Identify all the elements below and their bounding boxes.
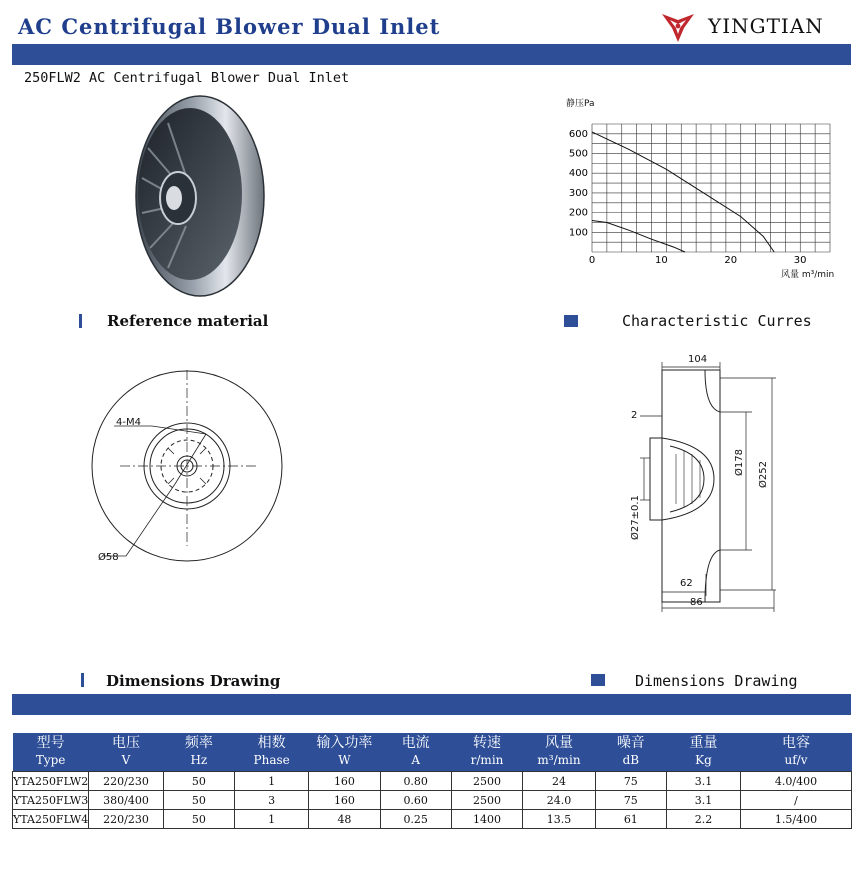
header-label-en: uf/v xyxy=(784,753,808,767)
table-cell: 24 xyxy=(523,772,596,791)
table-header-cell xyxy=(13,733,89,772)
table-cell: 220/230 xyxy=(89,810,164,829)
table-cell: 2500 xyxy=(451,791,522,810)
table-cell: 380/400 xyxy=(89,791,164,810)
chart-ylabel: 静压Pa xyxy=(566,99,595,109)
series-line-1 xyxy=(592,132,774,252)
table-cell: / xyxy=(741,791,852,810)
table-row xyxy=(13,772,852,791)
dim-104-label: 104 xyxy=(688,354,708,365)
table-cell: 4.0/400 xyxy=(741,772,852,791)
table-header-row xyxy=(13,733,852,772)
header-label-zh: 电容 xyxy=(782,735,810,751)
table-cell: 2.2 xyxy=(666,810,740,829)
header-label-zh: 输入功率 xyxy=(316,735,373,751)
y-tick-label: 600 xyxy=(568,128,588,140)
table-cell: 48 xyxy=(309,810,380,829)
table-header-cell xyxy=(666,733,740,772)
header-label-en: Kg xyxy=(695,753,712,767)
table-cell: 75 xyxy=(595,791,666,810)
header-label-zh: 风量 xyxy=(544,735,573,751)
header-label-en: Type xyxy=(35,753,66,767)
header-label-zh: 电流 xyxy=(401,735,430,751)
y-tick-label: 200 xyxy=(568,207,588,219)
header-label-zh: 型号 xyxy=(36,735,65,751)
table-cell: 50 xyxy=(163,772,234,791)
header-label-en: Hz xyxy=(190,753,208,767)
header-label-zh: 频率 xyxy=(184,735,213,751)
table-cell: 0.80 xyxy=(380,772,451,791)
header-label-en: r/min xyxy=(470,753,504,767)
chart-ticks xyxy=(569,129,807,266)
page-title: AC Centrifugal Blower Dual Inlet xyxy=(18,14,441,39)
section-marker xyxy=(564,315,578,327)
header-label-zh: 相数 xyxy=(257,735,286,751)
header-label-en: m³/min xyxy=(537,753,581,767)
front-view-drawing xyxy=(80,360,300,580)
table-cell: 1.5/400 xyxy=(741,810,852,829)
table-header-cell xyxy=(595,733,666,772)
table-cell: 3.1 xyxy=(666,791,740,810)
brand-name: YINGTIAN xyxy=(708,14,824,38)
y-tick-label: 100 xyxy=(568,227,588,239)
y-tick-label: 400 xyxy=(568,168,588,180)
dim-gap-label: 2 xyxy=(631,410,638,421)
header-label-en: dB xyxy=(622,753,640,767)
table-row xyxy=(13,810,852,829)
table-cell: YTA250FLW2 xyxy=(13,772,89,791)
bolt-label: 4-M4 xyxy=(116,417,141,428)
dim-d27-label: Ø27±0.1 xyxy=(630,495,641,540)
section-marker xyxy=(81,673,84,687)
y-tick-label: 300 xyxy=(568,187,588,199)
table-header-cell xyxy=(380,733,451,772)
product-subtitle: 250FLW2 AC Centrifugal Blower Dual Inlet xyxy=(24,70,350,86)
table-row xyxy=(13,791,852,810)
y-tick-label: 500 xyxy=(568,148,588,160)
x-tick-label: 20 xyxy=(724,255,738,266)
table-header-cell xyxy=(234,733,308,772)
hub-diameter-label: Ø58 xyxy=(98,552,119,563)
table-cell: 75 xyxy=(595,772,666,791)
table-cell: YTA250FLW3 xyxy=(13,791,89,810)
table-cell: 2500 xyxy=(451,772,522,791)
header-label-zh: 噪音 xyxy=(616,735,645,751)
header-label-zh: 转速 xyxy=(473,735,502,751)
header-label-en: V xyxy=(121,753,131,767)
table-cell: 3 xyxy=(234,791,308,810)
table-cell: 61 xyxy=(595,810,666,829)
header-label-en: W xyxy=(338,753,351,767)
section-characteristic-curves: Characteristic Curres xyxy=(622,312,812,330)
table-cell: 24.0 xyxy=(523,791,596,810)
x-tick-label: 0 xyxy=(588,255,596,266)
x-tick-label: 30 xyxy=(793,255,807,266)
dim-62-label: 62 xyxy=(680,578,693,589)
performance-curve-chart xyxy=(560,112,850,272)
yingtian-logo-icon xyxy=(660,10,696,44)
header-label-zh: 电压 xyxy=(112,735,141,751)
header-label-zh: 重量 xyxy=(689,735,718,751)
table-header-cell xyxy=(163,733,234,772)
dim-d178-label: Ø178 xyxy=(734,449,745,476)
table-cell: 1 xyxy=(234,810,308,829)
table-cell: 3.1 xyxy=(666,772,740,791)
chart-grid xyxy=(592,124,830,252)
section-dimensions-drawing-right: Dimensions Drawing xyxy=(635,672,798,690)
table-header-cell xyxy=(741,733,852,772)
dim-86-label: 86 xyxy=(690,597,703,608)
table-body xyxy=(13,772,852,829)
table-cell: 1 xyxy=(234,772,308,791)
section-marker xyxy=(591,674,605,686)
section-marker xyxy=(79,314,82,328)
table-header-cell xyxy=(89,733,164,772)
table-header-cell xyxy=(523,733,596,772)
table-cell: 50 xyxy=(163,791,234,810)
x-tick-label: 10 xyxy=(655,255,668,266)
table-cell: YTA250FLW4 xyxy=(13,810,89,829)
header-bar xyxy=(12,44,851,65)
spec-table xyxy=(12,733,852,829)
table-cell: 1400 xyxy=(451,810,522,829)
header-label-en: Phase xyxy=(253,753,290,767)
dim-d252-label: Ø252 xyxy=(758,461,769,488)
table-cell: 50 xyxy=(163,810,234,829)
table-cell: 160 xyxy=(309,772,380,791)
table-cell: 0.60 xyxy=(380,791,451,810)
series-line-2 xyxy=(592,221,685,253)
table-cell: 13.5 xyxy=(523,810,596,829)
chart-xlabel: 风量 m³/min xyxy=(781,270,835,280)
chart-series xyxy=(592,132,774,252)
table-cell: 160 xyxy=(309,791,380,810)
section-reference-material: Reference material xyxy=(107,312,269,330)
header-label-en: A xyxy=(411,753,421,767)
section-dimensions-drawing: Dimensions Drawing xyxy=(106,672,281,690)
table-header-cell xyxy=(309,733,380,772)
blower-product-image xyxy=(108,88,268,300)
table-header-cell xyxy=(451,733,522,772)
table-top-bar xyxy=(12,694,851,715)
table-cell: 0.25 xyxy=(380,810,451,829)
table-cell: 220/230 xyxy=(89,772,164,791)
